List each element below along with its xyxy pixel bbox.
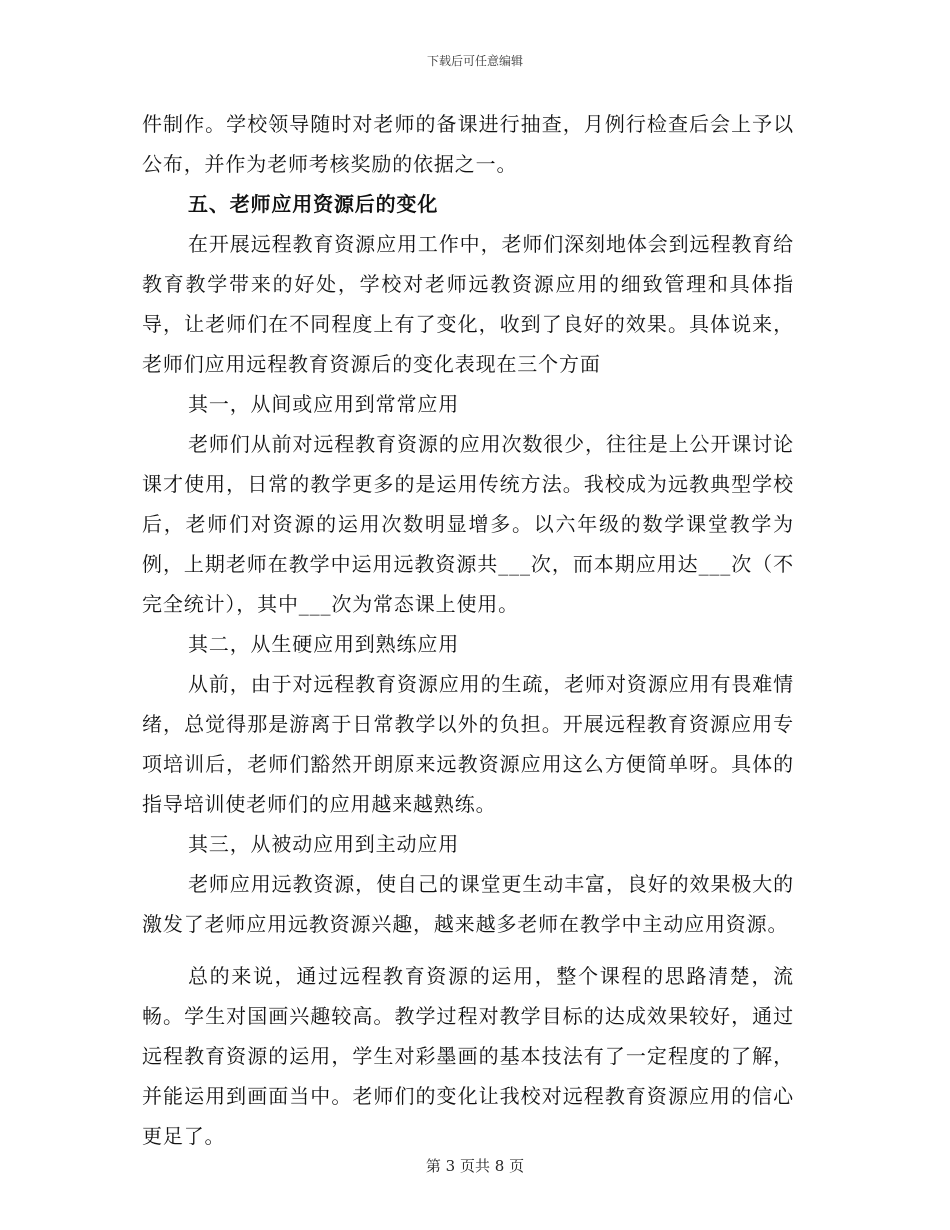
page-header: 下载后可任意编辑: [426, 54, 523, 68]
page-footer: 第 3 页共 8 页: [425, 1157, 525, 1175]
intro-paragraph: 在开展远程教育资源应用工作中，老师们深刻地体会到远程教育给教育教学带来的好处，学校对老师远教资源应用的细致管理和具体指导，让老师们在不同程度上有了变化，收到了良好的效果。具体说来，老师们应用远程教育资源后的变化表现在三个方面: [142, 232, 794, 376]
continued-paragraph: 件制作。学校领导随时对老师的备课进行抽查，月例行检查后会上予以公布，并作为老师考核奖励的依据之一。: [142, 112, 794, 176]
point-2-paragraph: 从前，由于对远程教育资源应用的生疏，老师对资源应用有畏难情绪，总觉得那是游离于日常教学以外的负担。开展远程教育资源应用专项培训后，老师们豁然开朗原来远教资源应用这么方便简单呀。具体的指导培训使老师们的应用越来越熟练。: [142, 672, 794, 816]
section-heading: 五、老师应用资源后的变化: [188, 192, 439, 216]
point-1-paragraph: 老师们从前对远程教育资源的应用次数很少，往往是上公开课讨论课才使用，日常的教学更多的是运用传统方法。我校成为远教典型学校后，老师们对资源的运用次数明显增多。以六年级的数学课堂教学为例，上期老师在教学中运用远教资源共___次，而本期应用达___次（不完全统计），其中___次为常态课上使用。: [142, 432, 794, 616]
point-3-title: 其三，从被动应用到主动应用: [188, 832, 460, 856]
point-3-paragraph: 老师应用远教资源，使自己的课堂更生动丰富，良好的效果极大的激发了老师应用远教资源兴趣，越来越多老师在教学中主动应用资源。: [142, 872, 794, 936]
point-2-title: 其二，从生硬应用到熟练应用: [188, 632, 460, 656]
document-body: [142, 104, 794, 1156]
point-1-title: 其一，从间或应用到常常应用: [188, 392, 460, 416]
summary-paragraph: 总的来说，通过远程教育资源的运用，整个课程的思路清楚，流畅。学生对国画兴趣较高。教学过程对教学目标的达成效果较好，通过远程教育资源的运用，学生对彩墨画的基本技法有了一定程度的了解，并能运用到画面当中。老师们的变化让我校对远程教育资源应用的信心更足了。: [142, 964, 794, 1148]
